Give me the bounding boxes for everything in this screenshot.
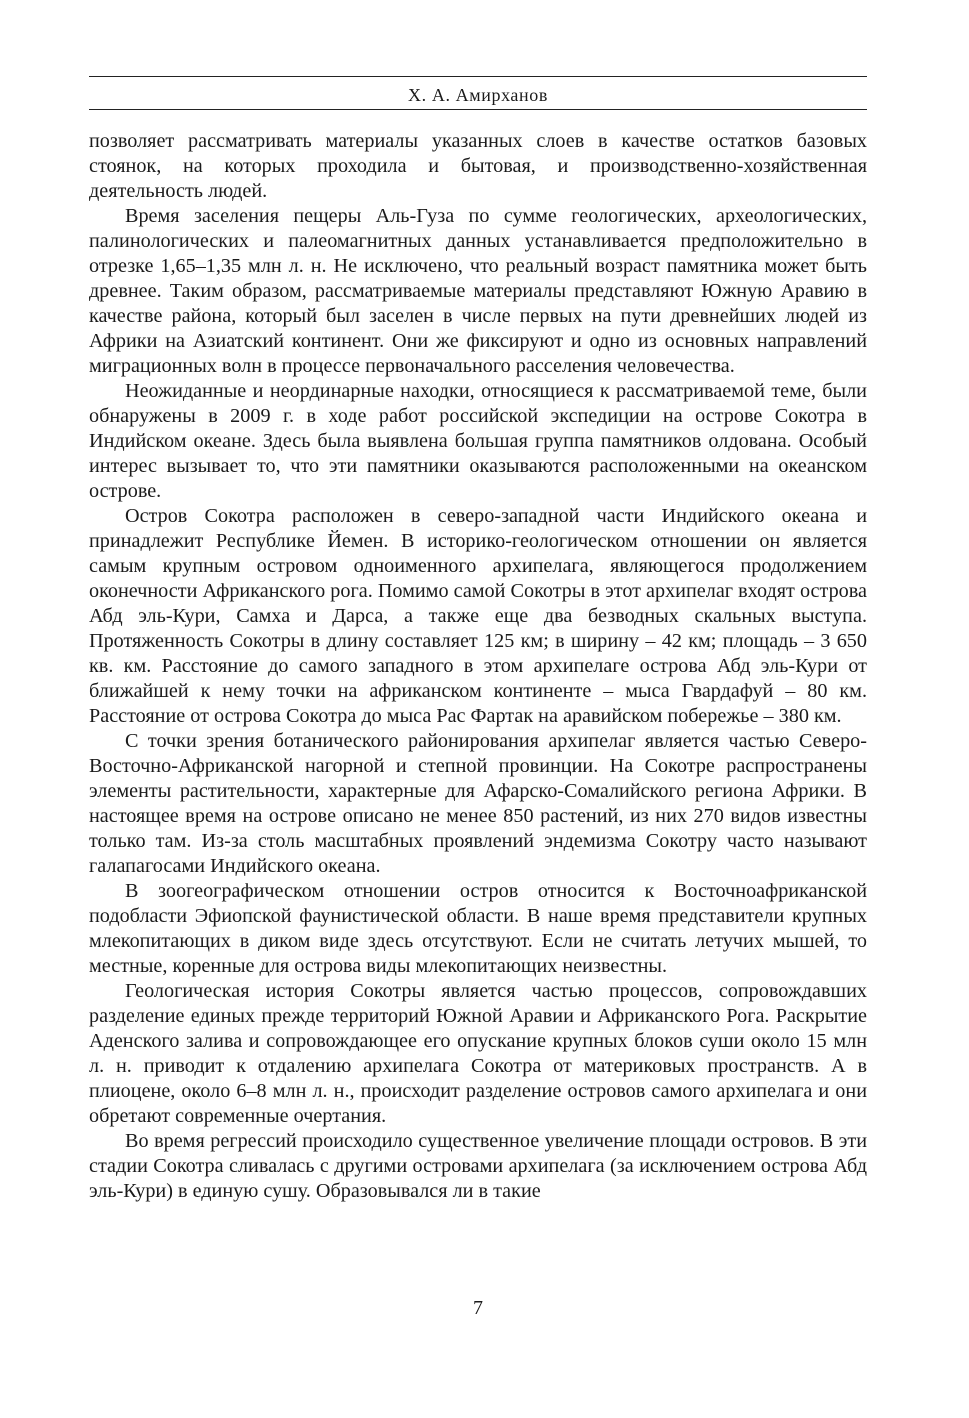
running-head: Х. А. Амирханов (408, 85, 548, 105)
paragraph: В зоогеографическом отношении остров относится к Восточноафриканской подобласти Эфиопской фаунистической области. В наше время представители крупных млекопитающих в диком виде здесь отсутствуют. Если не считать летучих мышей, то местные, коренные для острова виды млекопитающих неизвестны. (89, 880, 867, 977)
header-bottom-rule (89, 109, 867, 110)
page-number: 7 (473, 1297, 483, 1319)
header-top-rule (89, 76, 867, 77)
paragraph: Неожиданные и неординарные находки, относящиеся к рассматриваемой теме, были обнаружены в 2009 г. в ходе работ российской экспедиции на острове Сокотра в Индийском океане. Здесь была выявлена большая группа памятников олдована. Особый интерес вызывает то, что эти памятники оказываются расположенными на океанском острове. (89, 380, 867, 502)
paragraph: Геологическая история Сокотры является частью процессов, сопровождавших разделение единых прежде территорий Южной Аравии и Африканского Рога. Раскрытие Аденского залива и сопровождающее его опускание крупных блоков суши около 15 млн л. н. приводит к отдалению архипелага Сокотра от материковых пространств. А в плиоцене, около 6–8 млн л. н., происходит разделение островов самого архипелага и они обретают современные очертания. (89, 980, 867, 1127)
paragraph: Остров Сокотра расположен в северо-западной части Индийского океана и принадлежит Республике Йемен. В историко-геологическом отношении он является самым крупным островом одноименного архипелага, являющегося продолжением оконечности Африканского рога. Помимо самой Сокотры в этот архипелаг входят острова Абд эль-Кури, Самха и Дарса, а также еще два безводных скальных выступа. Протяженность Сокотры в длину составляет 125 км; в ширину – 42 км; площадь – 3 650 кв. км. Расстояние до самого западного в этом архипелаге острова Абд эль-Кури от ближайшей к нему точки на африканском континенте – мыса Гвардафуй – 80 км. Расстояние от острова Сокотра до мыса Рас Фартак на аравийском побережье – 380 км. (89, 505, 867, 727)
paragraph: Время заселения пещеры Аль-Гуза по сумме геологических, археологических, палинологических и палеомагнитных данных устанавливается предположительно в отрезке 1,65–1,35 млн л. н. Не исключено, что реальный возраст памятника может быть древнее. Таким образом, рассматриваемые материалы представляют Южную Аравию в качестве района, который был заселен в числе первых на пути древнейших людей из Африки на Азиатский континент. Они же фиксируют и одно из основных направлений миграционных волн в процессе первоначального расселения человечества. (89, 205, 867, 377)
body-text (89, 129, 867, 1204)
paragraph: Во время регрессий происходило существенное увеличение площади островов. В эти стадии Сокотра сливалась с другими островами архипелага (за исключением острова Абд эль-Кури) в единую сушу. Образовывался ли в такие (89, 1130, 867, 1202)
book-page (89, 0, 867, 1418)
paragraph: С точки зрения ботанического районирования архипелаг является частью Северо-Восточно-Африканской нагорной и степной провинции. На Сокотре распространены элементы растительности, характерные для Афарско-Сомалийского региона Африки. В настоящее время на острове описано не менее 850 растений, из них 270 видов известны только там. Из-за столь масштабных проявлений эндемизма Сокотру часто называют галапагосами Индийского океана. (89, 730, 867, 877)
paragraph-continuation: позволяет рассматривать материалы указанных слоев в качестве остатков базовых стоянок, на которых проходила и бытовая, и производственно-хозяйственная деятельность людей. (89, 130, 867, 202)
